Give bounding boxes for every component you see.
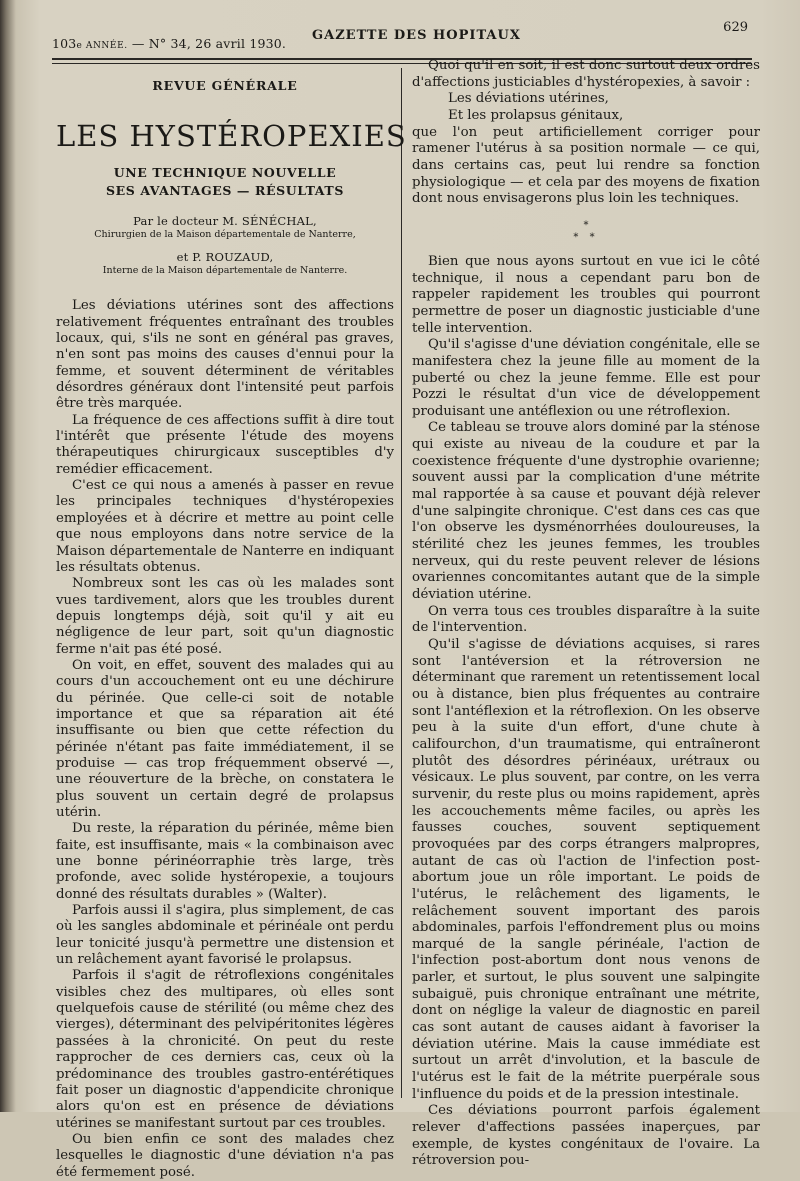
- paragraph: Ces déviations pourront parfois également relever d'affections passées inaperçues, par exemple, de kystes congénitaux de l'ovaire. La rétroversion pou-: [412, 1103, 760, 1169]
- paragraph: Qu'il s'agisse de déviations acquises, si rares sont l'antéversion et la rétroversion ne déterminant que rarement un retentissement local ou à distance, bien plus fréquentes au contraire sont l'antéflexion et la rétroflexion. On les observe peu à la suite d'un effort, d'une chute à califourchon, d'un traumatisme, qui entraîneront plutôt des désordres périnéaux, urétraux ou vésicaux. Le plus souvent, par contre, on les verra survenir, du reste plus ou moins rapidement, après les accouchements même faciles, ou après les fausses couches, souvent septiquement provoquées par des corps étrangers malpropres, autant de cas où l'action de l'infection post-abortum joue un rôle important. Le poids de l'utérus, le relâchement des ligaments, le relâchement souvent important des parois abdominales, parfois l'effondrement plus ou moins marqué de la sangle périnéale, l'action de l'infection post-abortum dont nous venons de parler, et surtout, le plus souvent une salpingite subaiguë, puis chronique entraînant une métrite, dont on néglige la valeur de diagnostic en pareil cas sont autant de causes aidant à favoriser la déviation utérine. Mais la cause immédiate est surtout un arrêt d'involution, et la bascule de l'utérus est le fait de la métrite puerpérale sous l'influence du poids et de la pression intestinale.: [412, 637, 760, 1102]
- author-2-affiliation: Interne de la Maison départementale de Nanterre.: [102, 265, 348, 277]
- issue-date: — N° 34, 26 avril 1930.: [127, 36, 287, 51]
- separator-star-top: *: [583, 219, 589, 231]
- paragraph: Ou bien enfin ce sont des malades chez lesquelles le diagnostic d'une déviation n'a pas été fermement posé.: [56, 1131, 394, 1180]
- paragraph: Quoi qu'il en soit, il est donc surtout deux ordres d'affections justiciables d'hystéropexies, à savoir :: [412, 58, 760, 90]
- left-column: [56, 70, 407, 1181]
- author-1-affiliation: Chirurgien de la Maison départementale de Nanterre,: [94, 229, 356, 241]
- paragraph: Nombreux sont les cas où les malades sont vues tardivement, alors que les troubles durent depuis longtemps déjà, soit qu'il y ait eu négligence de leur part, soit qu'un diagnostic ferme n'ait pas été posé.: [56, 576, 394, 657]
- section-separator: [412, 220, 760, 244]
- page-number: 629: [723, 20, 748, 35]
- article-subtitle-2: SES AVANTAGES — RÉSULTATS: [106, 183, 344, 199]
- issue-info: [52, 36, 286, 51]
- paragraph: Bien que nous ayons surtout en vue ici le côté technique, il nous a cependant paru bon de rappeler rapidement les troubles qui pourront permettre de poser un diagnostic justiciable d'une telle intervention.: [412, 253, 760, 336]
- right-column: [412, 58, 760, 1170]
- quote-line-2: Et les prolapsus génitaux,: [448, 107, 624, 123]
- paragraph: Parfois il s'agit de rétroflexions congénitales visibles chez des multipares, où elles sont quelquefois cause de stérilité (ou même chez des vierges), déterminant des pelvipéritonites légères passées à la chronicité. On peut du reste rapprocher de ces derniers cas, ceux où la prédominance des troubles gastro-entérétiques fait poser un diagnostic d'appendicite chronique alors qu'on est en présence de déviations utérines se manifestant surtout par ces troubles.: [56, 968, 394, 1131]
- quote-line-1: Les déviations utérines,: [448, 91, 609, 107]
- author-1: Par le docteur M. SÉNÉCHAL,: [133, 214, 317, 229]
- issue-number: 103: [52, 36, 77, 51]
- authors-block: [56, 214, 394, 277]
- paragraph: Du reste, la réparation du périnée, même bien faite, est insuffisante, mais « la combinaison avec une bonne périnéorraphie très large, très profonde, avec solide hystéropexie, a toujours donné des résultats durables » (Walter).: [56, 821, 394, 902]
- paragraph: On voit, en effet, souvent des malades qui au cours d'un accouchement ont eu une déchirure du périnée. Que celle-ci soit de notable importance et que sa réparation ait été insuffisante ou bien que cette réfection du périnée n'étant pas faite immédiatement, il se produise — cas trop fréquemment observé —, une réouverture de la brèche, on constatera le plus souvent un certain degré de prolapsus utérin.: [56, 657, 394, 820]
- paragraph: La fréquence de ces affections suffit à dire tout l'intérêt que présente l'étude des moyens thérapeutiques chirurgicaux susceptibles d'y remédier efficacement.: [56, 412, 394, 477]
- paragraph: Qu'il s'agisse d'une déviation congénitale, elle se manifestera chez la jeune fille au moment de la puberté ou chez la jeune femme. Elle est pour Pozzi le résultat d'un vice de développement produisant une antéflexion ou une rétroflexion.: [412, 337, 760, 419]
- author-2: et P. ROUZAUD,: [176, 250, 274, 265]
- separator-star-bottom: * *: [573, 231, 599, 243]
- page-header: [52, 20, 752, 51]
- article-title: LES HYSTÉROPEXIES: [56, 119, 407, 154]
- paragraph: Les déviations utérines sont des affections relativement fréquentes entraînant des troubles locaux, qui, s'ils ne sont en général pas graves, n'en sont pas moins des causes d'ennui pour la femme, et souvent déterminent de véritables désordres généraux dont l'intensité peut parfois être très marquée.: [56, 298, 394, 412]
- paragraph: que l'on peut artificiellement corriger pour ramener l'utérus à sa position normale — ce qui, dans certains cas, peut lui rendre sa fonction physiologique — et cela par des moyens de fixation dont nous envisagerons plus loin les techniques.: [412, 124, 760, 207]
- column-divider: [401, 68, 402, 1098]
- paragraph: On verra tous ces troubles disparaître à la suite de l'intervention.: [412, 603, 760, 636]
- paragraph: Parfois aussi il s'agira, plus simplement, de cas où les sangles abdominale et périnéale ont perdu leur tonicité jusqu'à permettre une distension et un relâchement ayant favorisé le prolapsus.: [56, 903, 394, 968]
- section-rubrique: REVUE GÉNÉRALE: [152, 78, 298, 93]
- paragraph: Ce tableau se trouve alors dominé par la sténose qui existe au niveau de la coudure et par la coexistence fréquente d'une dystrophie ovarienne; souvent aussi par la complication d'une métrite mal rapportée à sa cause et pouvant déjà relever d'une salpingite chronique. C'est dans ces cas que l'on observe les dysménorrhées douloureuses, la stérilité chez les jeunes femmes, les troubles nerveux, qui du reste peuvent relever de lésions ovariennes concomitantes autant que de la simple déviation utérine.: [412, 420, 760, 603]
- paragraph: C'est ce qui nous a amenés à passer en revue les principales techniques d'hystéropexies employées et à décrire et mettre au point celle que nous employons dans notre service de la Maison départementale de Nanterre en indiquant les résultats obtenus.: [56, 478, 394, 575]
- issue-year-label: e ANNÉE.: [76, 41, 128, 51]
- journal-title: GAZETTE DES HOPITAUX: [312, 28, 521, 43]
- article-subtitle-1: UNE TECHNIQUE NOUVELLE: [113, 165, 337, 181]
